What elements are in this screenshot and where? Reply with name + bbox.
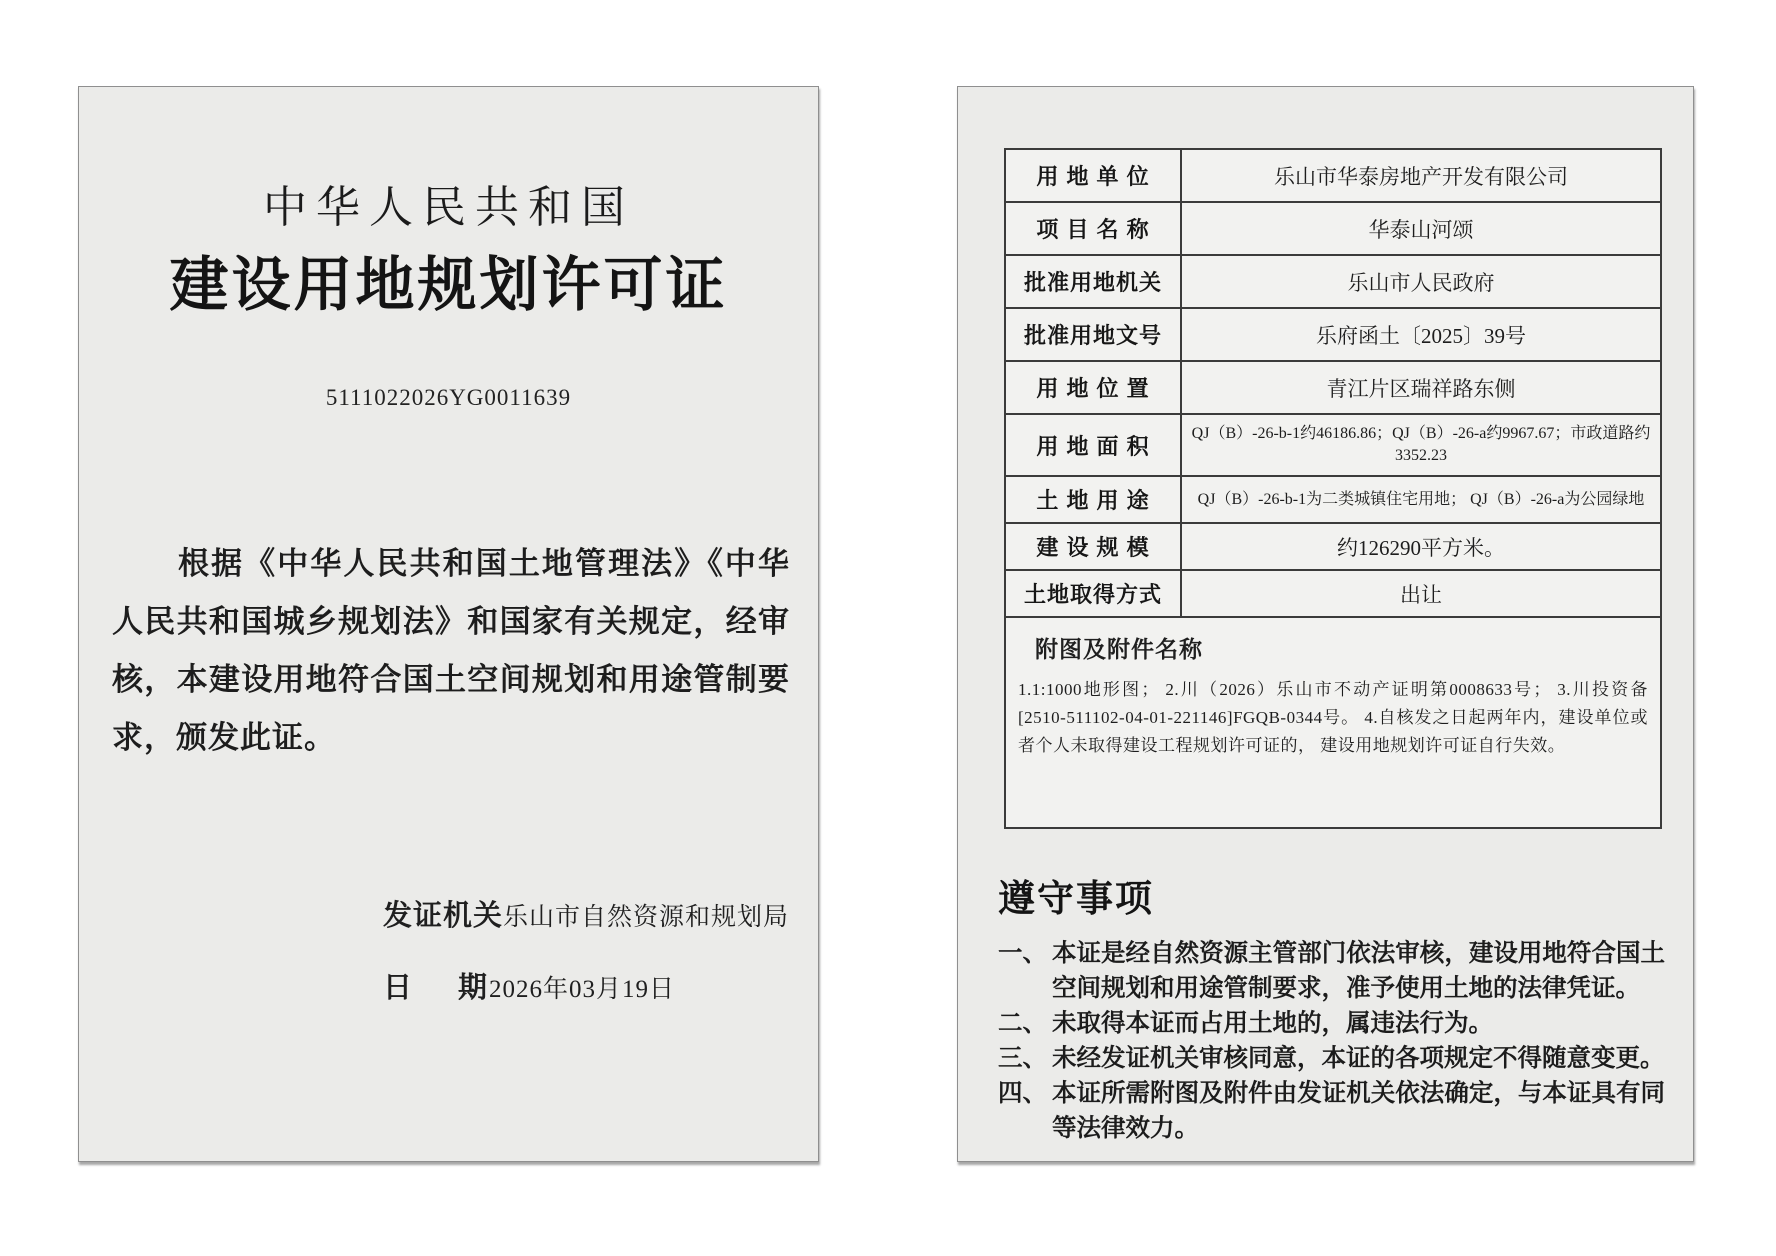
permit-statement: 根据《中华人民共和国土地管理法》《中华人民共和国城乡规划法》和国家有关规定，经审核，本建设用地符合国土空间规划和用途管制要求，颁发此证。: [112, 546, 790, 755]
item-number: 三、: [998, 1045, 1047, 1072]
item-text: 本证所需附图及附件由发证机关依法确定，与本证具有同等法律效力。: [1052, 1080, 1665, 1142]
country-name: 中华人民共和国: [263, 183, 634, 232]
item-number: 一、: [998, 940, 1047, 967]
row-value: 乐府函土〔2025〕39号: [1316, 323, 1526, 348]
table-row: [1006, 256, 1660, 309]
row-label: 批准用地文号: [1006, 309, 1182, 360]
permit-info-table: [1004, 148, 1662, 829]
row-label: 批准用地机关: [1006, 256, 1182, 307]
item-number: 二、: [998, 1010, 1047, 1037]
row-value: 出让: [1400, 582, 1442, 607]
row-label: 项 目 名 称: [1006, 203, 1182, 254]
table-row: [1006, 309, 1660, 362]
date-row: [383, 965, 675, 1006]
compliance-title: 遵守事项: [998, 878, 1154, 919]
row-label: 用 地 面 积: [1006, 415, 1182, 475]
table-row: [1006, 477, 1660, 524]
table-row: [1006, 203, 1660, 256]
table-row: [1006, 362, 1660, 415]
compliance-item: [998, 1076, 1665, 1146]
date-label: [383, 965, 487, 1006]
row-label: 建 设 规 模: [1006, 524, 1182, 569]
row-value: 青江片区瑞祥路东侧: [1326, 376, 1516, 401]
compliance-item: [998, 936, 1665, 1006]
item-number: 四、: [998, 1080, 1047, 1107]
compliance-item: [998, 1041, 1665, 1076]
row-label: 用 地 位 置: [1006, 362, 1182, 413]
date-label-left: 日: [383, 972, 413, 1004]
row-value: 乐山市华泰房地产开发有限公司: [1274, 164, 1568, 189]
table-row: [1006, 415, 1660, 477]
compliance-item: [998, 1006, 1665, 1041]
attachments-title: 附图及附件名称: [1035, 636, 1203, 662]
row-label: 土地取得方式: [1006, 571, 1182, 616]
item-text: 未经发证机关审核同意，本证的各项规定不得随意变更。: [1052, 1045, 1665, 1072]
item-text: 未取得本证而占用土地的，属违法行为。: [1052, 1010, 1493, 1037]
issuer-value: 乐山市自然资源和规划局: [503, 904, 790, 931]
date-value: 2026年03月19日: [489, 976, 676, 1003]
table-row: [1006, 571, 1660, 618]
attachments-section: [1006, 618, 1660, 827]
permit-title: 建设用地规划许可证: [169, 252, 728, 318]
permit-cover-page: [78, 86, 819, 1162]
issuer-row: [383, 893, 789, 934]
attachments-text: 1.1:1000地形图； 2.川（2026）乐山市不动产证明第0008633号； 3.川投资备[2510-511102-04-01-221146]FGQB-0344号。 4.自核发之日起两年内，建设单位或者个人未取得建设工程规划许可证的， 建设用地规划许可证自行失效。: [1018, 680, 1648, 755]
row-value: 华泰山河颂: [1368, 217, 1474, 242]
row-label: 土 地 用 途: [1006, 477, 1182, 522]
row-value: 约126290平方米。: [1337, 535, 1505, 560]
date-label-right: 期: [457, 972, 487, 1004]
permit-details-page: [957, 86, 1694, 1162]
issuer-label: 发证机关: [383, 900, 504, 932]
table-row: [1006, 524, 1660, 571]
row-label: 用 地 单 位: [1006, 150, 1182, 201]
item-text: 本证是经自然资源主管部门依法审核，建设用地符合国土空间规划和用途管制要求，准予使用土地的法律凭证。: [1052, 940, 1665, 1002]
compliance-list: [998, 936, 1665, 1146]
row-value: QJ（B）-26-b-1约46186.86；QJ（B）-26-a约9967.67；市政道路约3352.23: [1191, 425, 1651, 464]
permit-number: 5111022026YG0011639: [325, 385, 572, 410]
row-value: 乐山市人民政府: [1347, 270, 1495, 295]
row-value: QJ（B）-26-b-1为二类城镇住宅用地； QJ（B）-26-a为公园绿地: [1197, 490, 1645, 508]
table-row: [1006, 150, 1660, 203]
